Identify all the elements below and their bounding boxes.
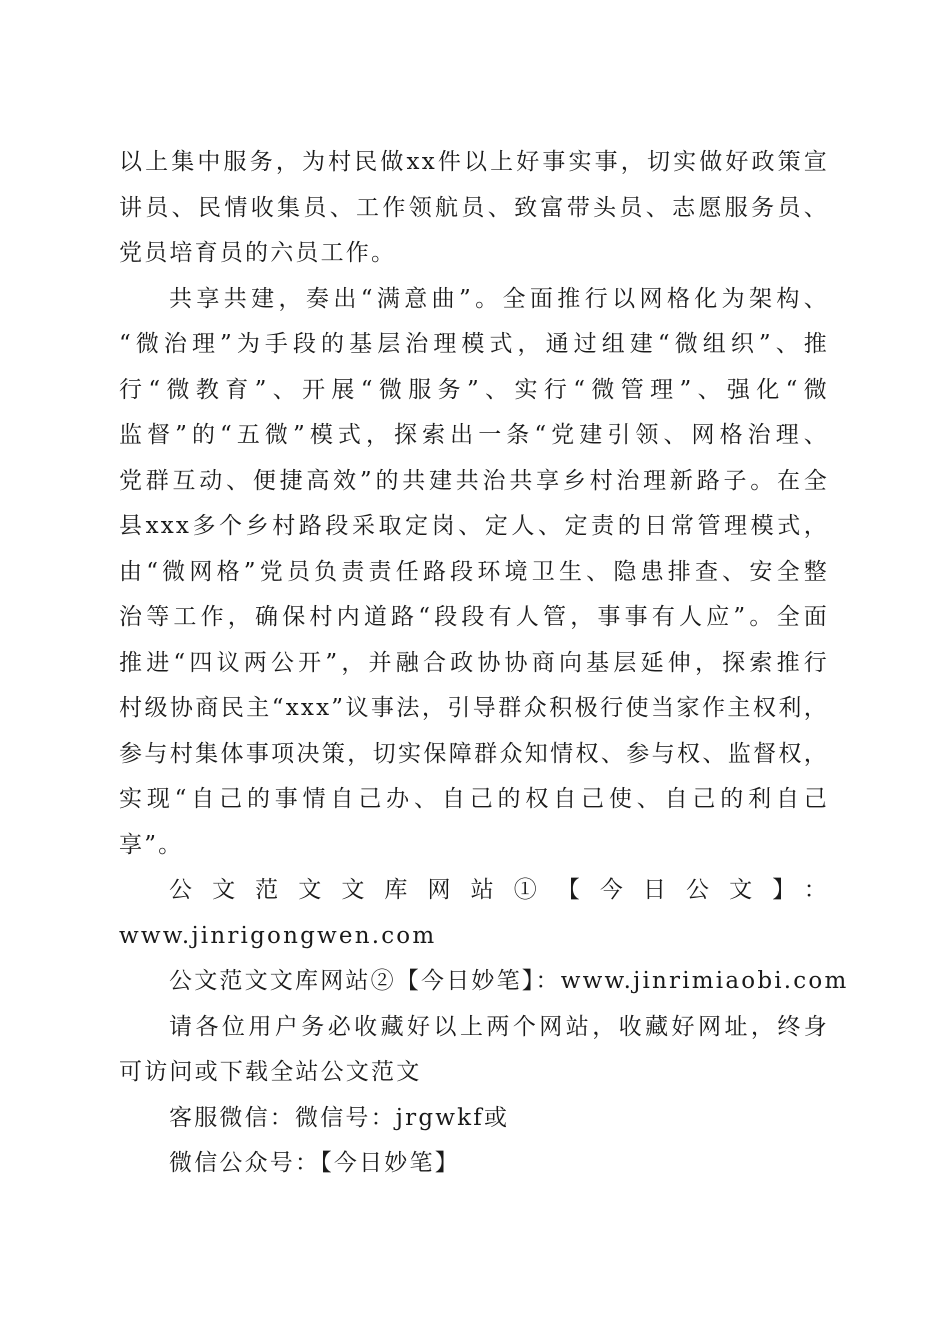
paragraph-service: [119, 140, 829, 277]
paragraph-governance: [119, 277, 829, 869]
paragraph-site-2: [119, 959, 849, 1005]
text-line: 监督”的“五微”模式，探索出一条“党建引领、网格治理、: [119, 422, 829, 448]
text-line: 由“微网格”党员负责责任路段环境卫生、隐患排查、安全整: [119, 558, 829, 585]
paragraph-site-1: [119, 868, 829, 959]
paragraph-notice: [119, 1005, 829, 1096]
paragraph-official-account: [119, 1141, 829, 1187]
notice-line: 可访问或下载全站公文范文: [119, 1059, 422, 1085]
text-line: 党群互动、便捷高效”的共建共治共享乡村治理新路子。在全: [119, 467, 829, 494]
text-line: 村级协商民主“xxx”议事法，引导群众积极行使当家作主权利，: [119, 695, 829, 721]
document-body: [119, 140, 849, 1187]
site-1-label: 公文范文文库网站①【今日公文】：: [169, 877, 829, 903]
text-line: 共享共建，奏出“满意曲”。全面推行以网格化为架构、: [169, 285, 829, 312]
notice-line: 请各位用户务必收藏好以上两个网站，收藏好网址，终身: [169, 1013, 829, 1040]
wechat-text: 客服微信：微信号：jrgwkf或: [169, 1104, 510, 1131]
text-line: 推进“四议两公开”，并融合政协协商向基层延伸，探索推行: [119, 649, 829, 676]
text-line: “微治理”为手段的基层治理模式，通过组建“微组织”、推: [119, 331, 829, 357]
text-line: 以上集中服务，为村民做xx件以上好事实事，切实做好政策宣: [119, 149, 829, 175]
official-account-text: 微信公众号：【今日妙笔】: [169, 1150, 460, 1176]
text-line: 县xxx多个乡村路段采取定岗、定人、定责的日常管理模式，: [119, 513, 829, 539]
site-2-text[interactable]: 公文范文文库网站②【今日妙笔】：www.jinrimiaobi.com: [169, 968, 849, 994]
text-line: 讲员、民情收集员、工作领航员、致富带头员、志愿服务员、: [119, 194, 829, 221]
text-line: 享”。: [119, 831, 184, 858]
text-line: 行“微教育”、开展“微服务”、实行“微管理”、强化“微: [119, 376, 829, 403]
text-line: 参与村集体事项决策，切实保障群众知情权、参与权、监督权，: [119, 740, 829, 767]
paragraph-wechat: [119, 1096, 829, 1142]
text-line: 实现“自己的事情自己办、自己的权自己使、自己的利自己: [119, 786, 829, 812]
site-1-url[interactable]: www.jinrigongwen.com: [119, 922, 437, 949]
text-line: 治等工作，确保村内道路“段段有人管，事事有人应”。全面: [119, 604, 829, 630]
text-line: 党员培育员的六员工作。: [119, 240, 397, 266]
